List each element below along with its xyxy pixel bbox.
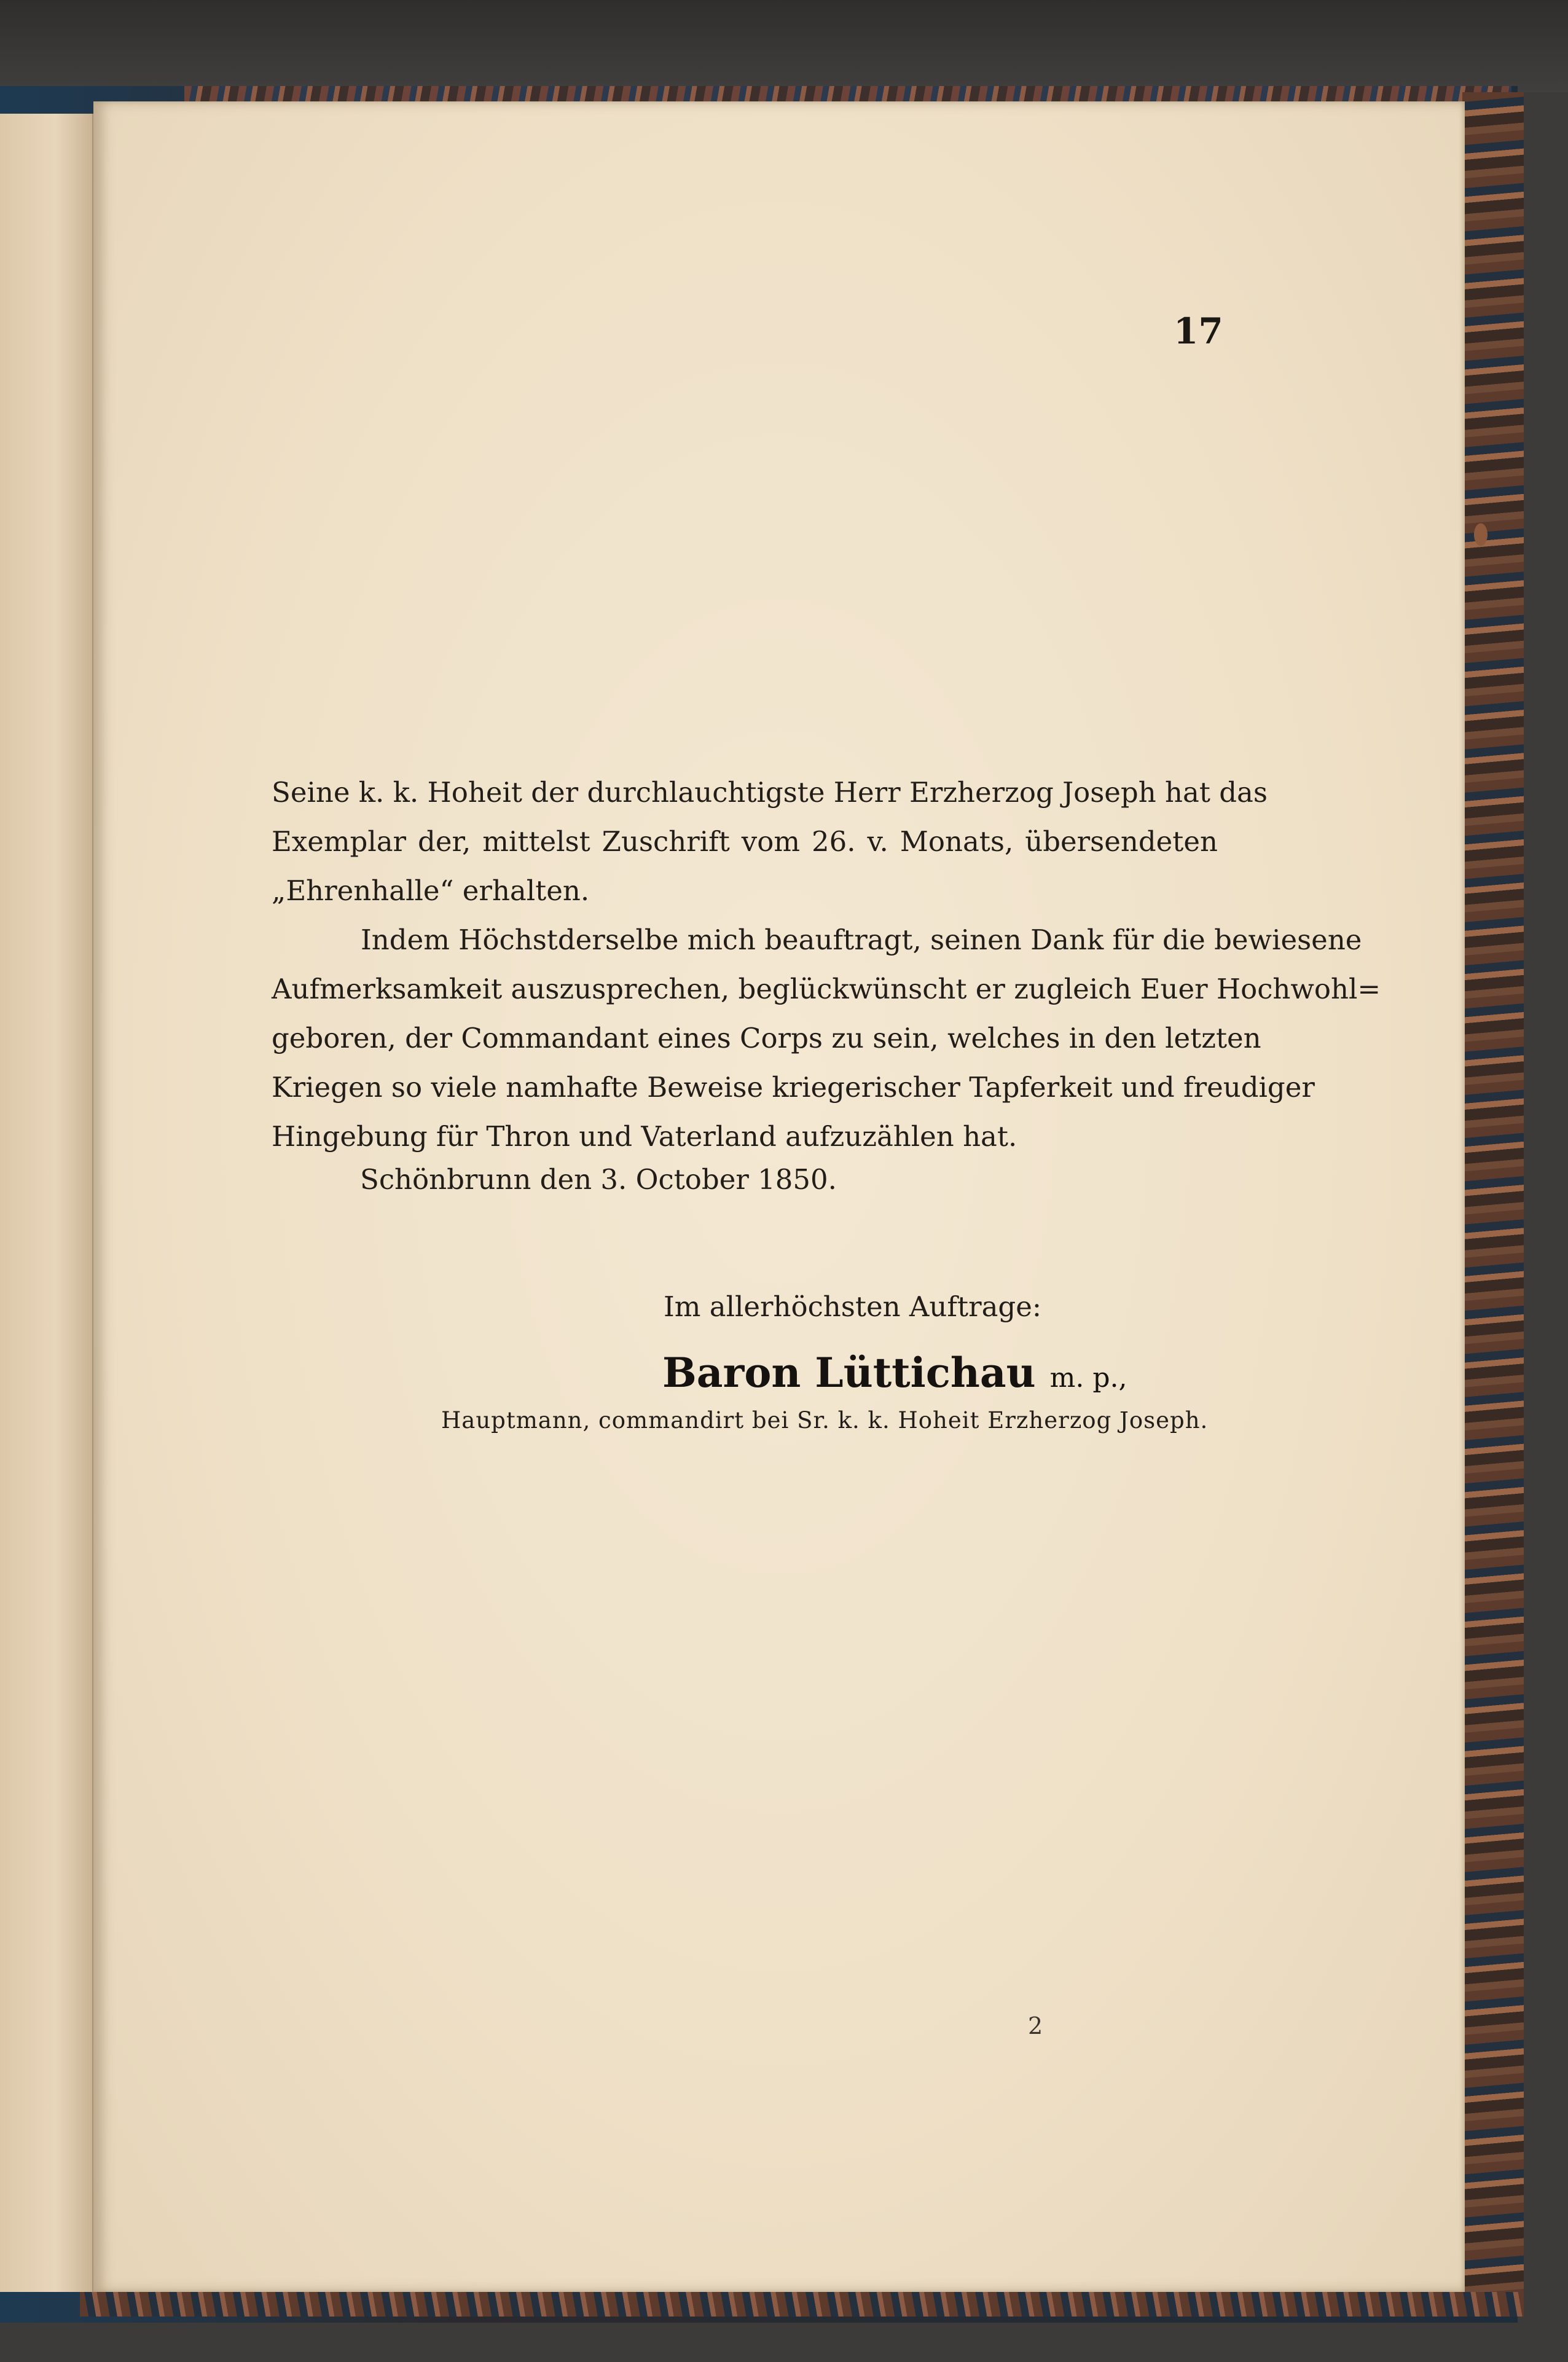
signature-suffix: m. p.,: [1049, 1362, 1127, 1394]
paragraph-line: Aufmerksamkeit auszusprechen, beglückwünscht er zugleich Euer Hochwohl=: [272, 973, 1381, 1005]
paragraph-line: geboren, der Commandant eines Corps zu sein, welches in den letzten: [272, 1022, 1261, 1054]
paragraph-line: Seine k. k. Hoheit der durchlauchtigste Herr Erzherzog Joseph hat das: [272, 776, 1268, 809]
signature-name: Baron Lüttichau: [662, 1349, 1036, 1397]
scan-background: [0, 0, 1568, 92]
letter-body: [272, 768, 1381, 1161]
marbled-edge-right: [1462, 92, 1524, 2304]
book-page: [93, 101, 1465, 2292]
signature-line: [662, 1349, 1127, 1397]
printer-signature-mark: 2: [1028, 2012, 1043, 2039]
place-date-line: Schönbrunn den 3. October 1850.: [360, 1163, 837, 1196]
paragraph-line: Kriegen so viele namhafte Beweise kriegerischer Tapferkeit und freudiger: [272, 1071, 1315, 1104]
signatory-rank: Hauptmann, commandirt bei Sr. k. k. Hoheit Erzherzog Joseph.: [441, 1407, 1209, 1434]
paragraph-line: Hingebung für Thron und Vaterland aufzuzählen hat.: [272, 1120, 1017, 1153]
paragraph-line: Indem Höchstderselbe mich beauftragt, seinen Dank für die bewiesene: [361, 924, 1362, 956]
facing-page-edge: [0, 114, 94, 2292]
paragraph-line: „Ehrenhalle“ erhalten.: [272, 874, 590, 907]
paragraph-line: Exemplar der, mittelst Zuschrift vom 26. v. Monats, übersendeten: [272, 825, 1218, 858]
page-number: 17: [1174, 310, 1223, 352]
commission-line: Im allerhöchsten Auftrage:: [664, 1290, 1042, 1323]
marbled-edge-bottom: [80, 2292, 1524, 2317]
